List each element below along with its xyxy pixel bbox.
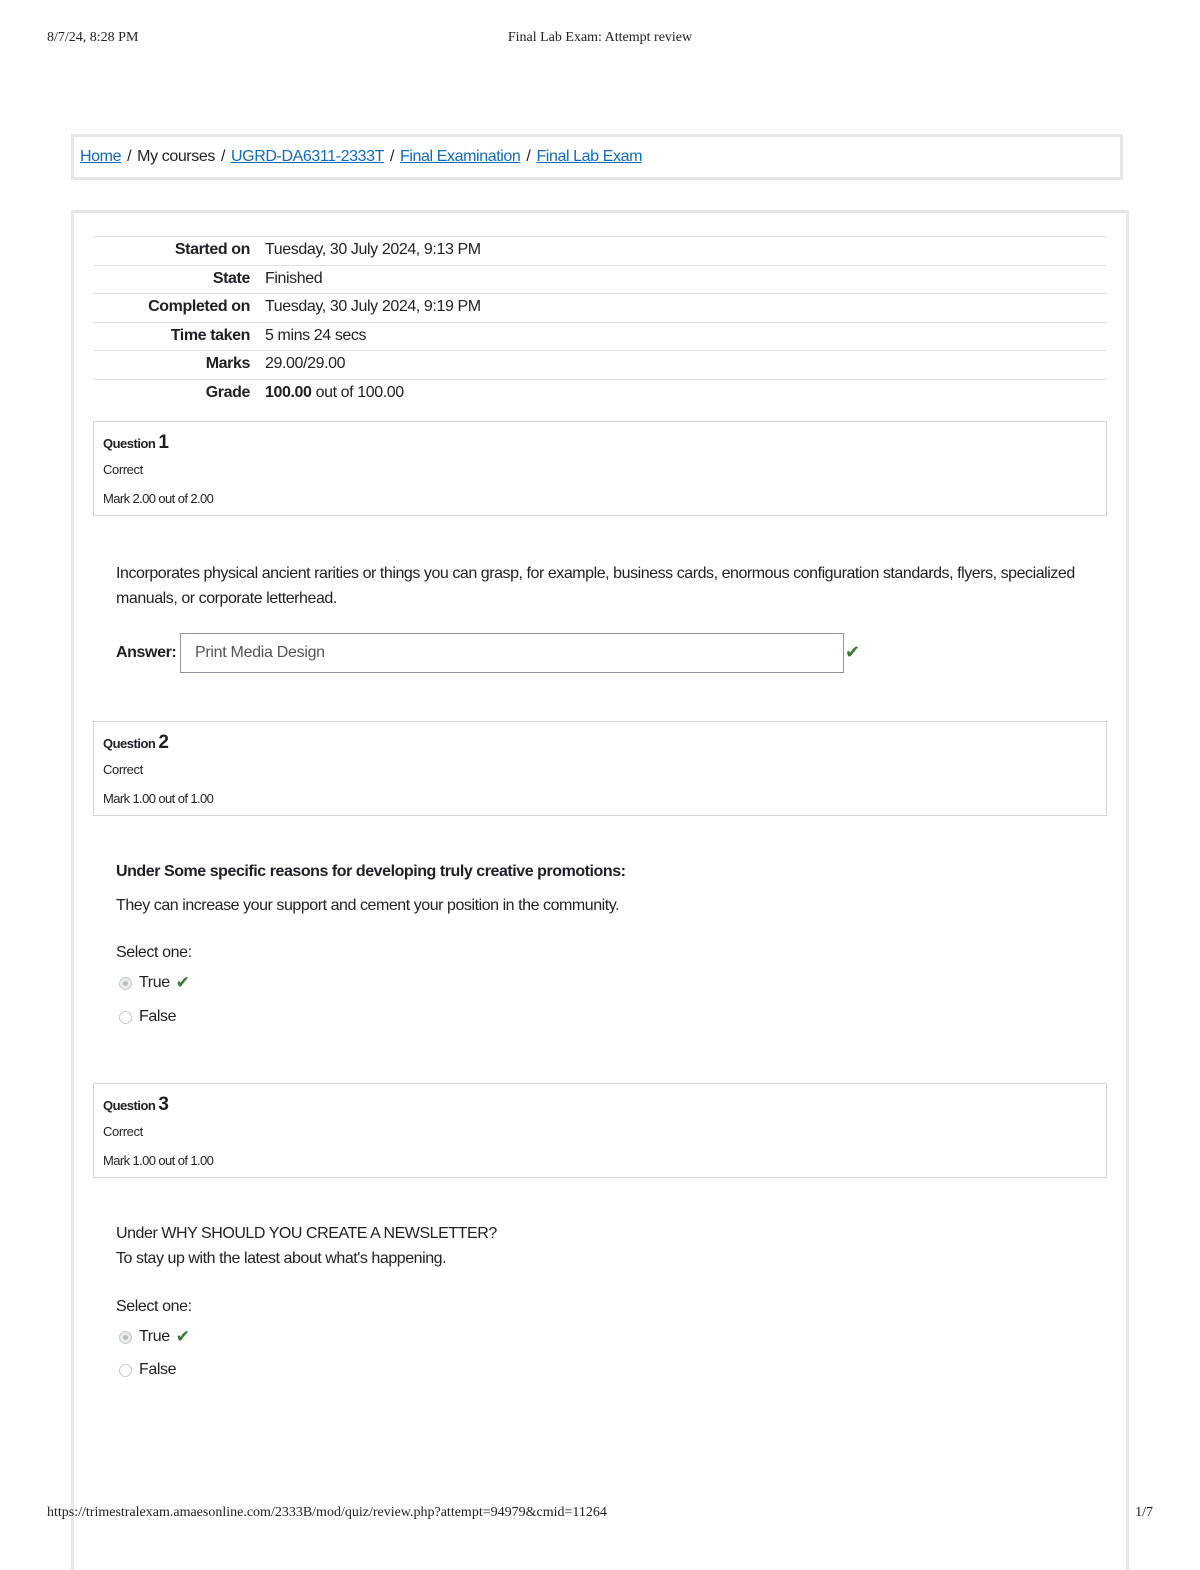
summary-value: Tuesday, 30 July 2024, 9:13 PM [265, 241, 481, 258]
breadcrumb-separator: / [127, 148, 132, 165]
question-3-info [93, 1083, 1107, 1178]
option-true[interactable] [119, 1327, 190, 1347]
option-label: True [139, 974, 170, 991]
answer-label: Answer: [116, 644, 177, 661]
summary-label: Time taken [170, 326, 250, 344]
question-number: Question 3 [103, 1094, 169, 1115]
option-label: True [139, 1328, 170, 1345]
option-false[interactable] [119, 1361, 176, 1379]
question-number: Question 1 [103, 432, 169, 453]
option-label: False [139, 1361, 177, 1378]
summary-row-completed-on [93, 293, 1107, 322]
question-number: Question 2 [103, 732, 169, 753]
select-one-label: Select one: [116, 944, 192, 961]
breadcrumb-final-examination-link[interactable]: Final Examination [400, 148, 521, 165]
summary-value: 5 mins 24 secs [265, 326, 367, 344]
question-2-heading: Under Some specific reasons for developing truly creative promotions: [116, 863, 626, 880]
print-header [47, 30, 1153, 50]
question-state: Correct [103, 1124, 143, 1139]
question-grade: Mark 1.00 out of 1.00 [103, 791, 214, 806]
summary-value: 29.00/29.00 [265, 355, 346, 373]
option-false[interactable] [119, 1008, 176, 1026]
summary-label: Completed on [148, 298, 250, 316]
select-one-label: Select one: [116, 1298, 192, 1315]
print-date: 8/7/24, 8:28 PM [47, 30, 139, 45]
question-1-info [93, 421, 1107, 516]
breadcrumb-course-link[interactable]: UGRD-DA6311-2333T [231, 148, 384, 165]
breadcrumb-separator: / [220, 148, 225, 165]
breadcrumb-my-courses: My courses [137, 148, 215, 165]
summary-row-time-taken [93, 322, 1107, 351]
grade-value: 100.00 [265, 383, 312, 401]
question-2-text: They can increase your support and cement your position in the community. [116, 897, 620, 914]
print-title: Final Lab Exam: Attempt review [507, 30, 693, 45]
radio-button[interactable] [119, 1331, 132, 1344]
summary-row-state [93, 265, 1107, 294]
print-footer [47, 1505, 1153, 1525]
check-icon: ✔ [845, 642, 861, 662]
summary-value [265, 384, 404, 402]
summary-label: Grade [205, 383, 250, 401]
check-icon: ✔ [175, 1327, 190, 1346]
summary-value: Finished [265, 269, 323, 287]
summary-label: Marks [205, 355, 250, 373]
breadcrumb-separator: / [526, 148, 531, 165]
question-state: Correct [103, 762, 143, 777]
breadcrumb [80, 148, 642, 166]
print-url: https://trimestralexam.amaesonline.com/2333B/mod/quiz/review.php?attempt=94979&cmid=11264 [47, 1505, 607, 1520]
question-1-text: Incorporates physical ancient rarities or things you can grasp, for example, business cards, enormous configuration standards, flyers, specialized manuals, or corporate letterhead. [116, 565, 1075, 607]
radio-button[interactable] [119, 1011, 132, 1024]
breadcrumb-container [71, 134, 1123, 180]
option-true[interactable] [119, 973, 190, 993]
radio-button[interactable] [119, 1364, 132, 1377]
breadcrumb-separator: / [389, 148, 395, 165]
summary-row-started-on [93, 236, 1107, 265]
breadcrumb-final-lab-exam-link[interactable]: Final Lab Exam [536, 148, 643, 165]
question-grade: Mark 2.00 out of 2.00 [103, 491, 214, 506]
summary-row-marks [93, 350, 1107, 379]
summary-label: State [212, 269, 250, 287]
summary-value: Tuesday, 30 July 2024, 9:19 PM [265, 298, 481, 316]
option-label: False [139, 1008, 177, 1025]
attempt-summary-table [93, 236, 1107, 408]
review-panel [71, 210, 1129, 1570]
question-grade: Mark 1.00 out of 1.00 [103, 1153, 214, 1168]
check-icon: ✔ [175, 973, 190, 992]
question-3-text: To stay up with the latest about what's happening. [116, 1250, 447, 1267]
radio-button[interactable] [119, 977, 132, 990]
answer-input[interactable] [180, 633, 844, 673]
summary-label: Started on [174, 241, 250, 258]
breadcrumb-home-link[interactable]: Home [80, 148, 122, 165]
question-2-info [93, 721, 1107, 816]
question-3-heading: Under WHY SHOULD YOU CREATE A NEWSLETTER? [116, 1225, 497, 1242]
summary-row-grade [93, 379, 1107, 408]
question-state: Correct [103, 462, 143, 477]
grade-out-of: out of 100.00 [311, 383, 404, 401]
page-number: 1/7 [1135, 1505, 1153, 1520]
